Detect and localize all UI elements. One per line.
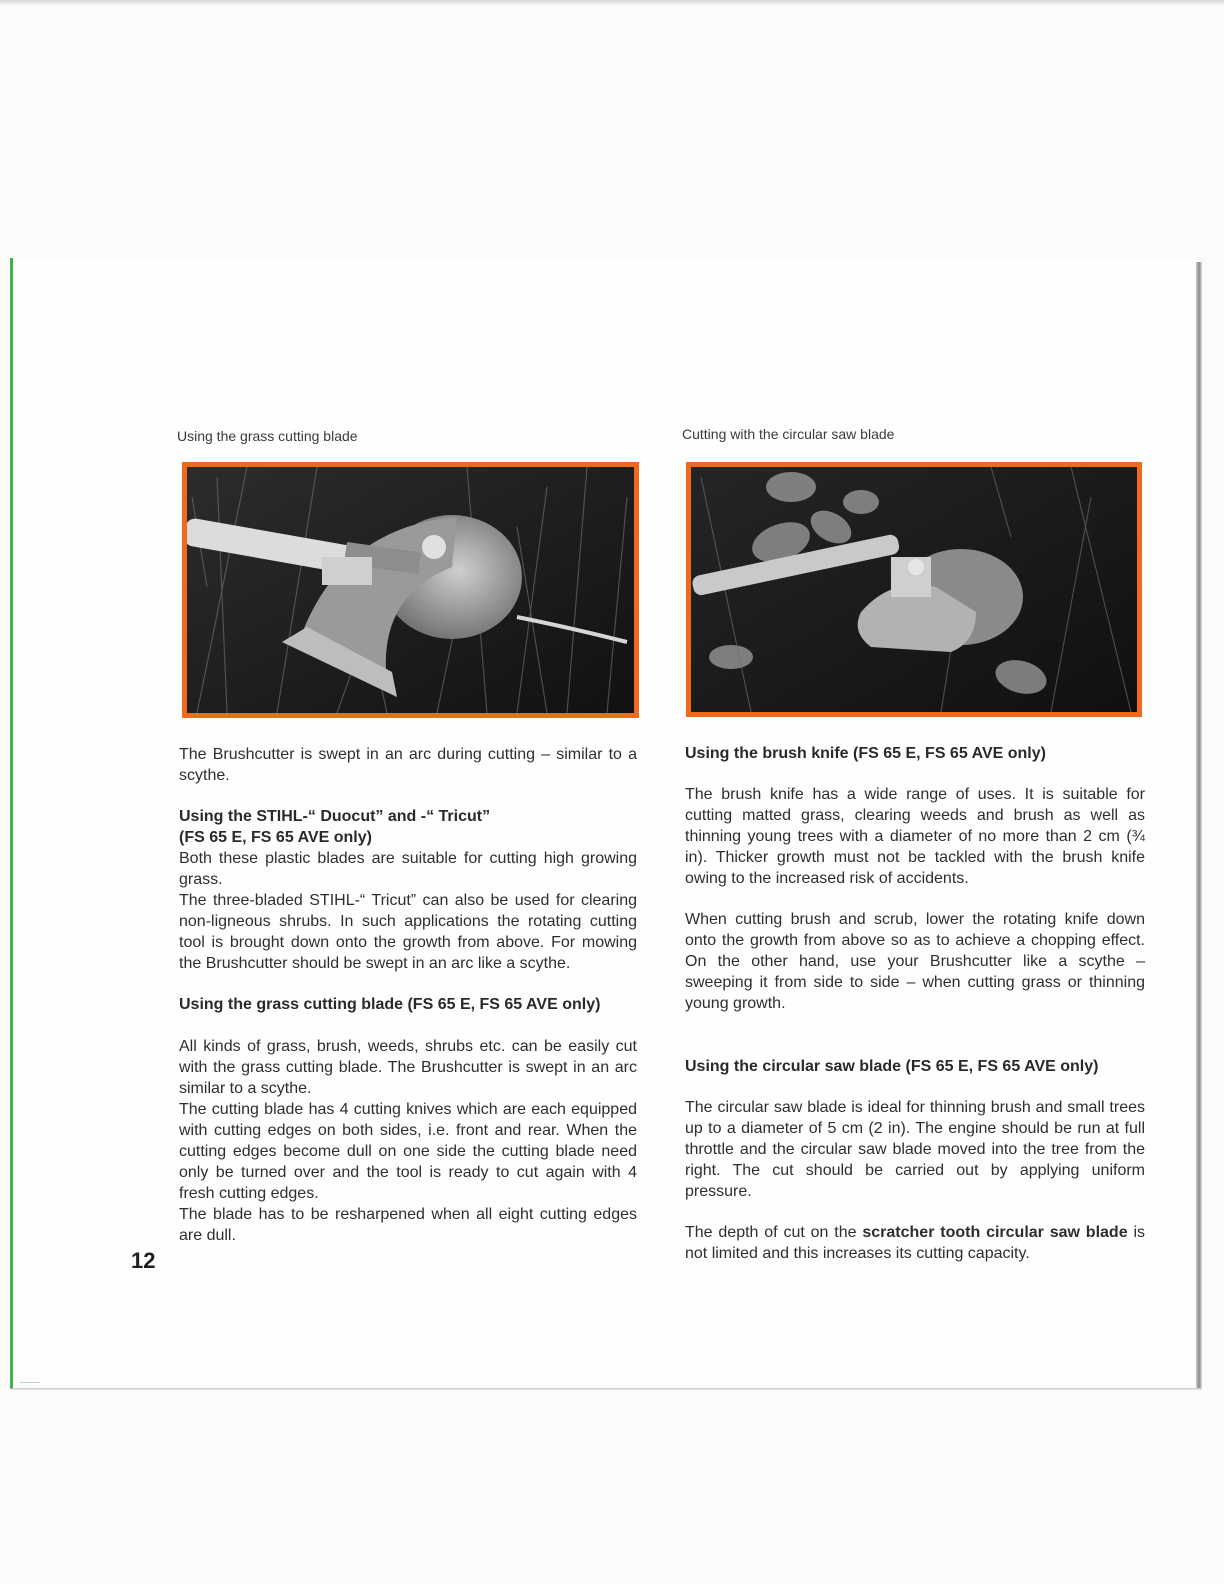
scratcher-tooth-term: scratcher tooth circular saw blade — [862, 1224, 1128, 1241]
circular-saw-photo-frame — [686, 462, 1142, 717]
duocut-paragraph-1: Both these plastic blades are suitable for cutting high growing grass. — [179, 850, 637, 888]
saw-p2-text-c: is not limited and this increases its cutting capacity. — [685, 1224, 1146, 1262]
grass-blade-photo-frame — [182, 462, 639, 718]
duocut-paragraph-2: The three-bladed STIHL-“ Tricut” can also be used for clearing non-ligneous shrubs. In such applications the rotating cutting tool is brought down onto the growth from above. For mowing the Brushcutter should be swept in an arc like a scythe. — [179, 892, 637, 972]
scan-top-edge — [0, 0, 1224, 6]
intro-paragraph: The Brushcutter is swept in an arc during cutting – similar to a scythe. — [179, 746, 637, 784]
spacer — [685, 764, 1145, 784]
right-text-column — [685, 743, 1145, 1264]
grass-blade-paragraph-2: The cutting blade has 4 cutting knives which are each equipped with cutting edges on both sides, i.e. front and rear. When the cutting edges become dull on one side the cutting blade need only be turned over and the tool is ready to cut again with 4 fresh cutting edges. — [179, 1101, 637, 1202]
duocut-heading: Using the STIHL-“ Duocut” and -“ Tricut” — [179, 808, 491, 825]
brush-knife-heading: Using the brush knife (FS 65 E, FS 65 AVE only) — [685, 745, 1046, 762]
spacer — [685, 1014, 1145, 1035]
spacer — [685, 1077, 1145, 1097]
grass-blade-paragraph-1: All kinds of grass, brush, weeds, shrubs etc. can be easily cut with the grass cutting blade. The Brushcutter is swept in an arc similar to a scythe. — [179, 1038, 637, 1097]
spacer — [179, 786, 637, 806]
left-photo-caption: Using the grass cutting blade — [177, 428, 358, 444]
grass-blade-paragraph-3: The blade has to be resharpened when all eight cutting edges are dull. — [179, 1206, 637, 1244]
grass-blade-heading: Using the grass cutting blade (FS 65 E, FS 65 AVE only) — [179, 996, 601, 1013]
right-photo-caption: Cutting with the circular saw blade — [682, 426, 895, 442]
page-number: 12 — [131, 1248, 156, 1273]
spacer — [179, 1015, 637, 1036]
spacer — [179, 974, 637, 994]
spacer — [685, 1202, 1145, 1222]
brush-knife-paragraph-2: When cutting brush and scrub, lower the rotating knife down onto the growth from above so as to achieve a chopping effect. On the other hand, use your Brushcutter like a scythe – sweeping it from side to side – when cutting grass or thinning young growth. — [685, 911, 1145, 1012]
circular-saw-photo — [691, 467, 1137, 712]
spacer — [685, 889, 1145, 909]
page-binding-edge — [1196, 262, 1202, 1388]
grass-blade-photo — [187, 467, 634, 713]
saw-p2-text-a: The depth of cut on the — [685, 1224, 863, 1241]
spacer — [685, 1035, 1145, 1056]
corner-mark — [20, 1382, 40, 1383]
circular-saw-paragraph-1: The circular saw blade is ideal for thinning brush and small trees up to a diameter of 5 cm (2 in). The engine should be run at full throttle and the circular saw blade moved into the tree from the right. The cut should be carried out by applying uniform pressure. — [685, 1099, 1145, 1200]
circular-saw-paragraph-2 — [685, 1222, 1145, 1264]
left-text-column — [179, 744, 637, 1246]
duocut-heading-models: (FS 65 E, FS 65 AVE only) — [179, 829, 372, 846]
circular-saw-heading: Using the circular saw blade (FS 65 E, FS 65 AVE only) — [685, 1058, 1099, 1075]
brush-knife-paragraph-1: The brush knife has a wide range of uses. It is suitable for cutting matted grass, clearing weeds and brush as well as thinning young trees with a diameter of no more than 2 cm (¾ in). Thicker growth must not be tackled with the brush knife owing to the increased risk of accidents. — [685, 786, 1145, 887]
